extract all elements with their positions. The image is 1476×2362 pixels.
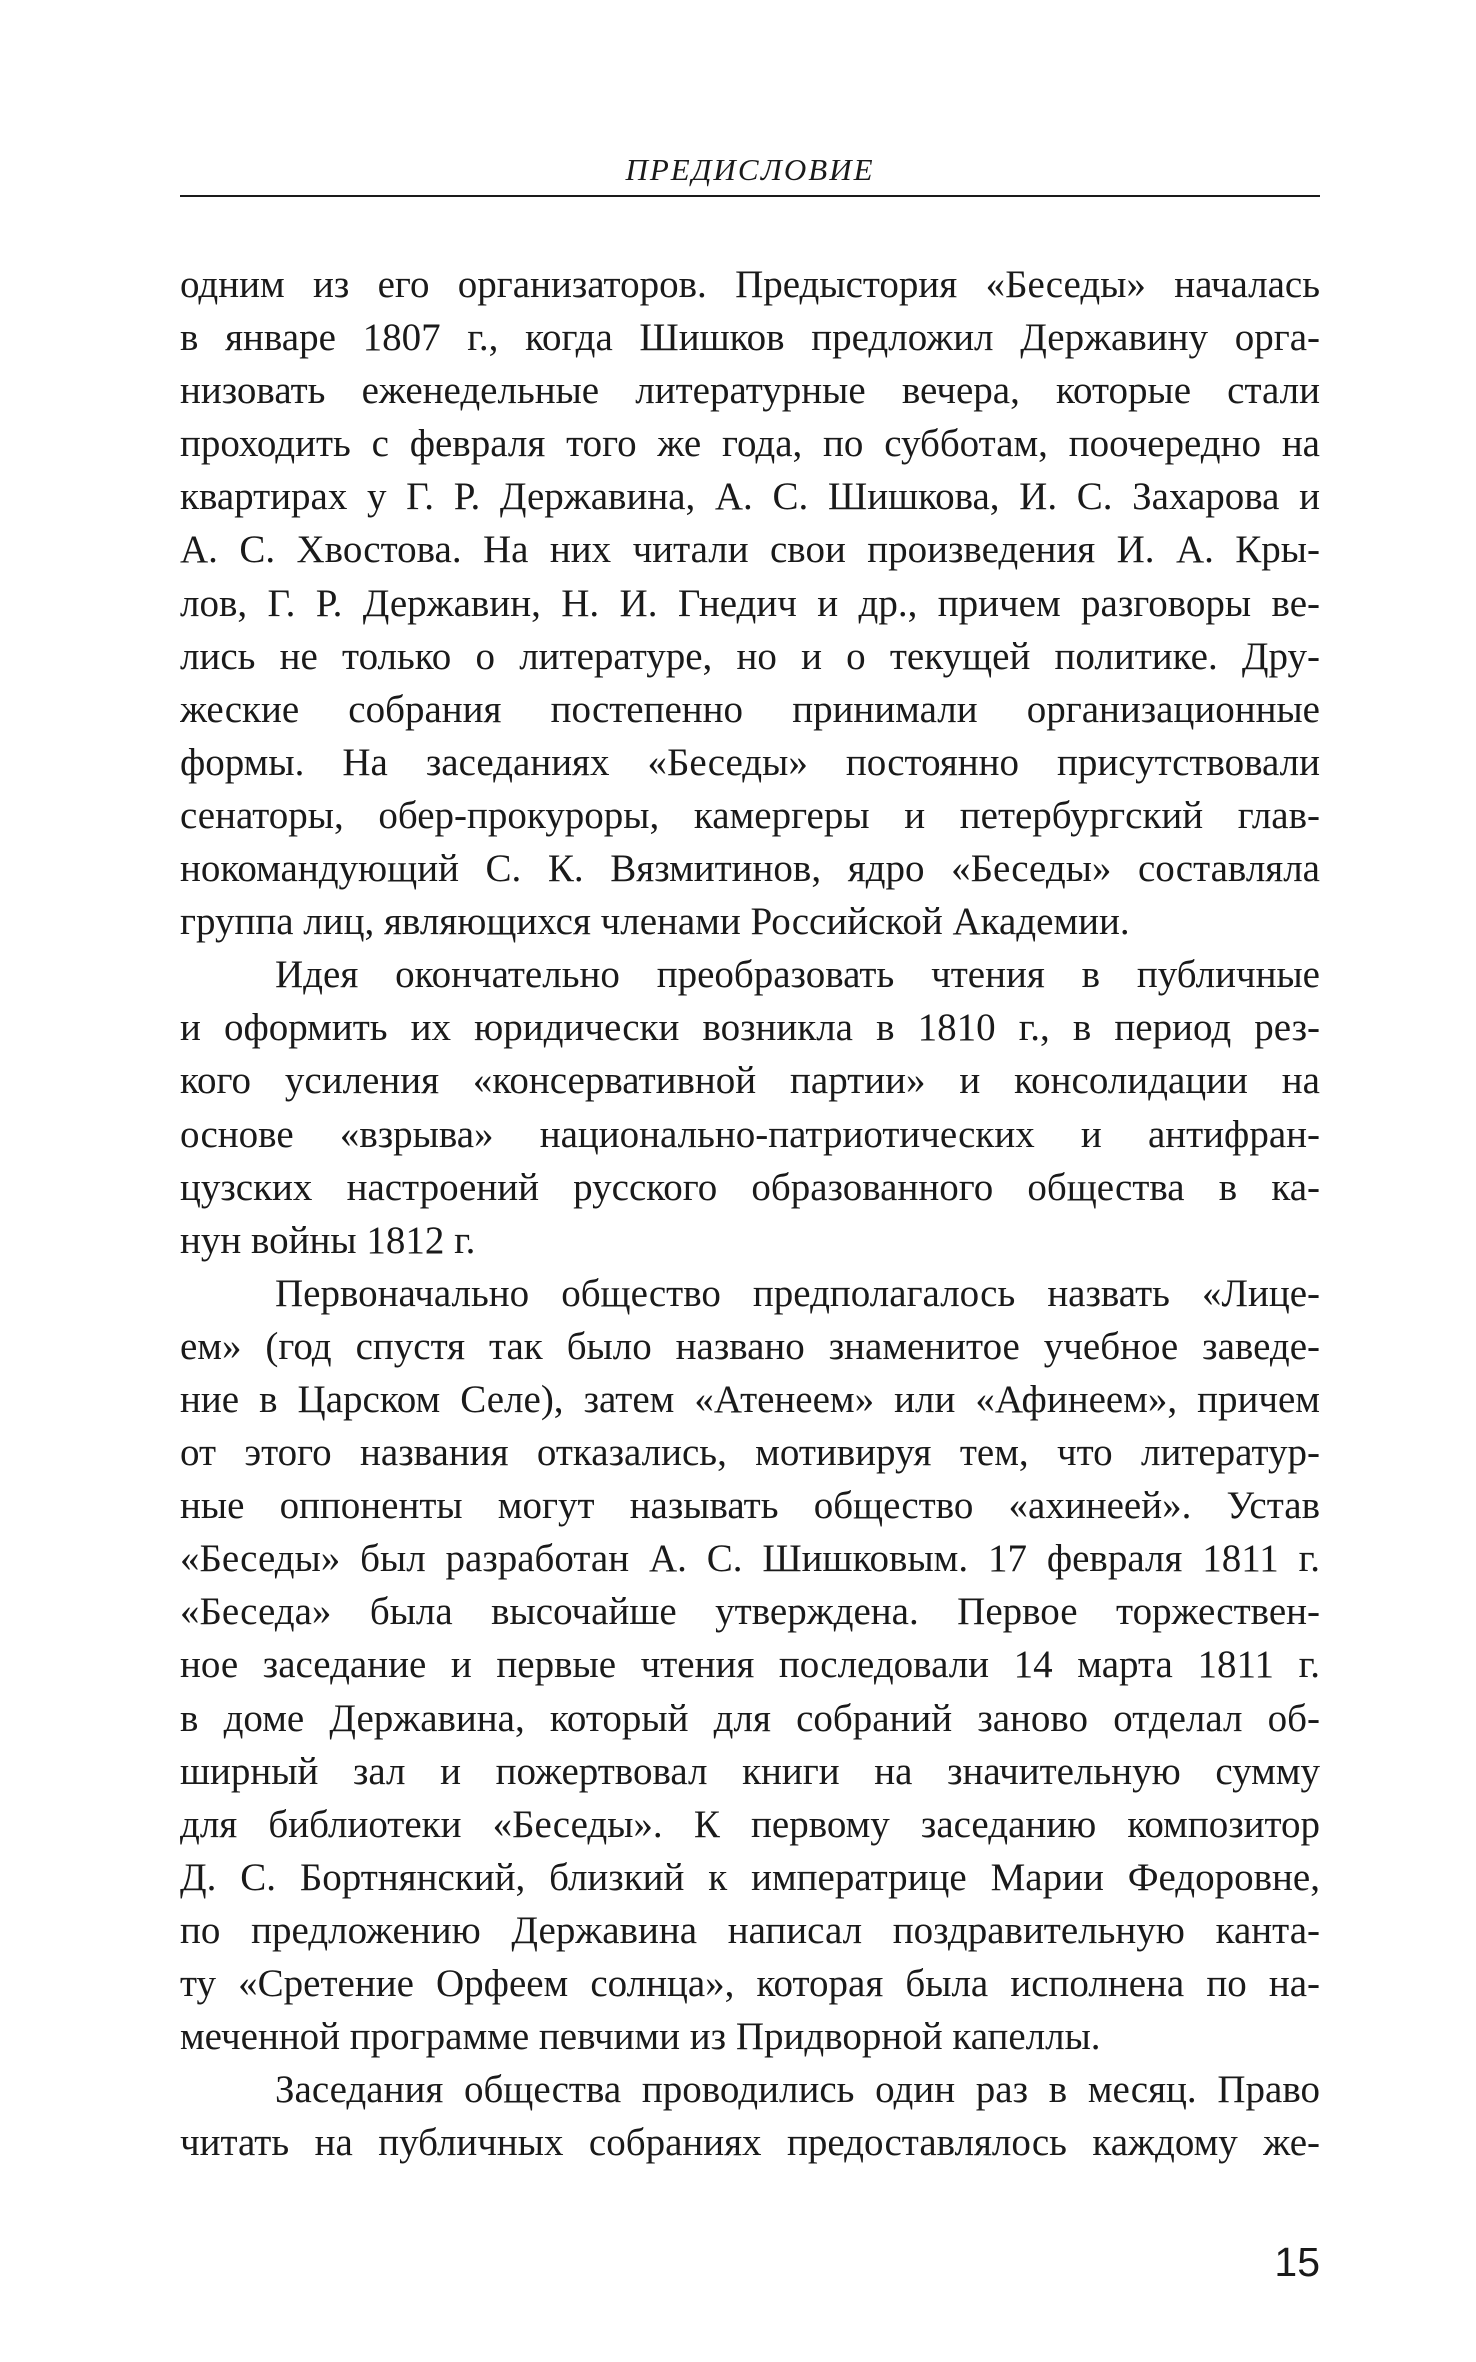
text-line: основе «взрыва» национально-патриотических и антифран- bbox=[180, 1112, 1320, 1156]
text-line: проходить с февраля того же года, по субботам, поочередно на bbox=[180, 422, 1320, 466]
text-line: лись не только о литературе, но и о текущей политике. Дру- bbox=[180, 634, 1320, 678]
text-line: квартирах у Г. Р. Державина, А. С. Шишкова, И. С. Захарова и bbox=[180, 475, 1320, 519]
text-line: по предложению Державина написал поздравительную канта- bbox=[180, 1908, 1320, 1952]
page-number: 15 bbox=[1274, 2239, 1320, 2285]
text-line: от этого названия отказались, мотивируя тем, что литератур- bbox=[180, 1431, 1320, 1475]
paragraph bbox=[180, 1267, 1320, 2063]
text-line: цузских настроений русского образованного общества в ка- bbox=[180, 1165, 1320, 1209]
text-line: низовать еженедельные литературные вечера, которые стали bbox=[180, 369, 1320, 413]
text-line: для библиотеки «Беседы». К первому заседанию композитор bbox=[180, 1802, 1320, 1846]
text-line: в январе 1807 г., когда Шишков предложил Державину орга- bbox=[180, 316, 1320, 360]
text-line: в доме Державина, который для собраний заново отделал об- bbox=[180, 1696, 1320, 1740]
paragraph bbox=[180, 948, 1320, 1267]
text-line: «Беседы» был разработан А. С. Шишковым. 17 февраля 1811 г. bbox=[180, 1537, 1320, 1581]
running-head: ПРЕДИСЛОВИЕ bbox=[625, 152, 875, 187]
text-line: ширный зал и пожертвовал книги на значительную сумму bbox=[180, 1749, 1320, 1793]
text-line: А. С. Хвостова. На них читали свои произведения И. А. Кры- bbox=[180, 528, 1320, 572]
text-line: ное заседание и первые чтения последовали 14 марта 1811 г. bbox=[180, 1643, 1320, 1687]
text-line: формы. На заседаниях «Беседы» постоянно присутствовали bbox=[180, 740, 1320, 784]
text-line: Первоначально общество предполагалось назвать «Лице- bbox=[275, 1271, 1320, 1315]
text-line: читать на публичных собраниях предоставлялось каждому же- bbox=[180, 2121, 1320, 2165]
text-line: и оформить их юридически возникла в 1810 г., в период рез- bbox=[180, 1006, 1320, 1050]
paragraph bbox=[180, 258, 1320, 948]
body-text bbox=[180, 258, 1320, 2169]
text-line: одним из его организаторов. Предыстория «Беседы» началась bbox=[180, 263, 1320, 306]
text-line: Идея окончательно преобразовать чтения в публичные bbox=[275, 953, 1320, 997]
text-line: ные оппоненты могут называть общество «ахинеей». Устав bbox=[180, 1484, 1320, 1528]
text-line: лов, Г. Р. Державин, Н. И. Гнедич и др., причем разговоры ве- bbox=[180, 581, 1320, 625]
text-line: ту «Сретение Орфеем солнца», которая была исполнена по на- bbox=[180, 1962, 1320, 2005]
text-line: кого усиления «консервативной партии» и консолидации на bbox=[180, 1059, 1320, 1103]
text-line: жеские собрания постепенно принимали организационные bbox=[180, 687, 1320, 731]
text-line: меченной программе певчими из Придворной капеллы. bbox=[180, 2015, 1101, 2059]
text-line: ем» (год спустя так было названо знаменитое учебное заведе- bbox=[180, 1324, 1320, 1368]
text-line: ние в Царском Селе), затем «Атенеем» или «Афинеем», причем bbox=[180, 1377, 1320, 1421]
paragraph bbox=[180, 2063, 1320, 2169]
header-rule bbox=[180, 195, 1320, 197]
text-line: сенаторы, обер-прокуроры, камергеры и петербургский глав- bbox=[180, 793, 1320, 837]
text-line: нун войны 1812 г. bbox=[180, 1218, 476, 1262]
text-line: нокомандующий С. К. Вязмитинов, ядро «Беседы» составляла bbox=[180, 847, 1320, 891]
text-line: «Беседа» была высочайше утверждена. Первое торжествен- bbox=[180, 1590, 1320, 1634]
text-line: Д. С. Бортнянский, близкий к императрице Марии Федоровне, bbox=[180, 1855, 1320, 1899]
text-line: группа лиц, являющихся членами Российской Академии. bbox=[180, 900, 1130, 944]
text-line: Заседания общества проводились один раз в месяц. Право bbox=[275, 2068, 1320, 2112]
